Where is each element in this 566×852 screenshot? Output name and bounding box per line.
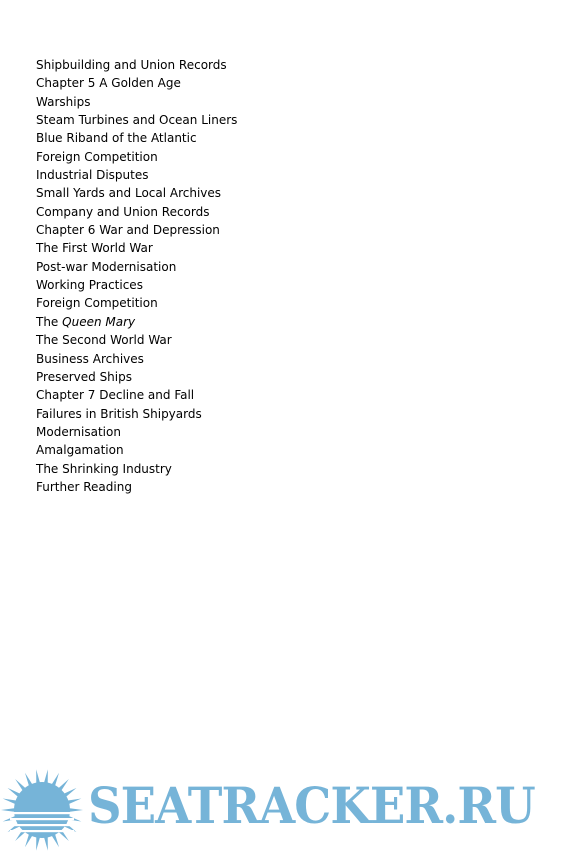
- toc-entry: [36, 386, 237, 404]
- toc-entry: [36, 56, 237, 74]
- toc-entry-text: Failures in British Shipyards: [36, 406, 202, 421]
- toc-entry-text: The: [36, 314, 63, 329]
- toc-entry: [36, 460, 237, 478]
- toc-entry: [36, 93, 237, 111]
- toc-entry-text: The Second World War: [36, 333, 172, 348]
- sun-stripe: [10, 824, 74, 826]
- toc-entry-text: Warships: [36, 94, 91, 109]
- toc-entry-text: Preserved Ships: [36, 369, 132, 384]
- toc-entry: [36, 478, 237, 496]
- toc-entry-text: Business Archives: [36, 351, 144, 366]
- sun-icon: [0, 768, 84, 852]
- toc-entry-text: Chapter 5 A Golden Age: [36, 76, 181, 91]
- sun-stripe: [10, 830, 74, 832]
- toc-entry-text: Further Reading: [36, 479, 132, 494]
- toc-entry-text: Shipbuilding and Union Records: [36, 58, 227, 72]
- toc-entry: [36, 258, 237, 276]
- toc-entry-text: Working Practices: [36, 278, 143, 293]
- watermark: [0, 764, 566, 850]
- toc-entry: [36, 129, 237, 147]
- toc-entry-text: Company and Union Records: [36, 204, 210, 219]
- toc-entry-text: Steam Turbines and Ocean Liners: [36, 113, 238, 128]
- toc-entry-text: Chapter 7 Decline and Fall: [36, 388, 195, 403]
- toc-entry-text: Post-war Modernisation: [36, 259, 177, 274]
- toc-entry-text: Foreign Competition: [36, 296, 158, 311]
- toc-entry-text: The Shrinking Industry: [36, 461, 172, 476]
- sun-stripe: [10, 812, 74, 814]
- sun-stripe: [10, 818, 74, 820]
- toc-entry-italic-text: Queen Mary: [62, 314, 136, 329]
- toc-entry: [36, 423, 237, 441]
- toc-entry-text: Amalgamation: [36, 443, 124, 458]
- toc-entry: [36, 405, 237, 423]
- toc-entry-text: Industrial Disputes: [36, 168, 149, 183]
- toc-entry: [36, 166, 237, 184]
- watermark-text: SEATRACKER.RU: [88, 776, 535, 835]
- toc-entry: [36, 239, 237, 257]
- toc-entry: [36, 148, 237, 166]
- sun-disc: [14, 782, 70, 838]
- toc-entry: [36, 441, 237, 459]
- toc-entry: [36, 368, 237, 386]
- toc-entry-text: Foreign Competition: [36, 149, 158, 164]
- toc-entry: [36, 184, 237, 202]
- toc-entry: [36, 350, 237, 368]
- toc-entry: [36, 111, 237, 129]
- toc-entry-text: Chapter 6 War and Depression: [36, 223, 220, 238]
- toc-entry: [36, 313, 237, 331]
- toc-entry-text: The First World War: [36, 241, 153, 256]
- toc-entry: [36, 74, 237, 92]
- toc-entry: [36, 203, 237, 221]
- table-of-contents: [36, 56, 237, 496]
- toc-entry: [36, 221, 237, 239]
- toc-entry: [36, 294, 237, 312]
- toc-entry: [36, 331, 237, 349]
- toc-entry-text: Blue Riband of the Atlantic: [36, 131, 197, 146]
- toc-entry-text: Small Yards and Local Archives: [36, 186, 222, 201]
- toc-entry-text: Modernisation: [36, 424, 121, 439]
- toc-entry: [36, 276, 237, 294]
